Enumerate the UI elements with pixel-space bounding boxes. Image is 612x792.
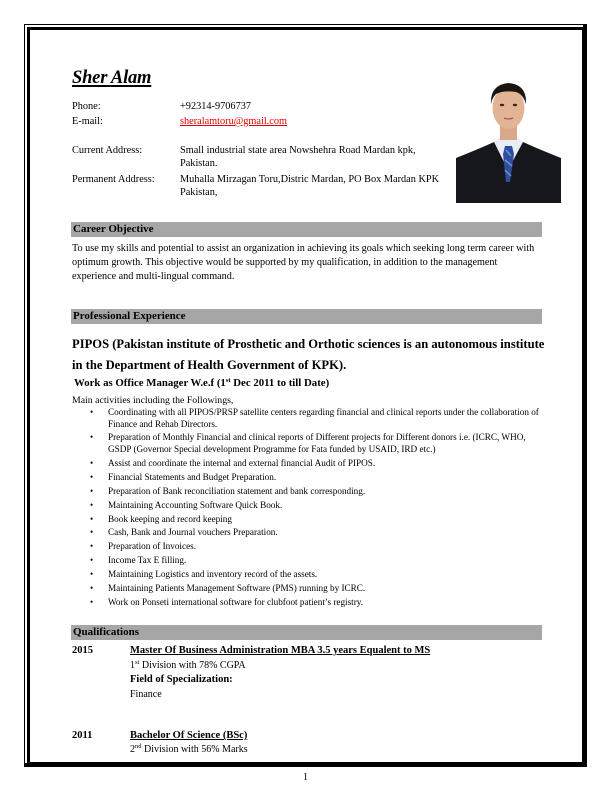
qualification-title: Master Of Business Administration MBA 3.5 years Equalent to MS — [130, 645, 431, 656]
permanent-address-value: Muhalla Mirzagan Toru,Distric Mardan, PO Box Mardan KPK Pakistan, — [180, 174, 440, 198]
list-item: • Maintaining Accounting Software Quick Book. — [72, 500, 542, 512]
list-item: • Work on Ponseti international software for clubfoot patient’s registry. — [72, 597, 542, 609]
list-item: • Preparation of Invoices. — [72, 541, 542, 553]
career-objective-heading: Career Objective — [71, 222, 542, 237]
qualification-year: 2011 — [72, 730, 93, 741]
qualification-division: 2nd Division with 56% Marks — [130, 743, 248, 755]
current-address-value: Small industrial state area Nowshehra Road Mardan kpk, Pakistan. — [180, 145, 416, 169]
activities-list — [72, 407, 542, 611]
email-link[interactable]: sheralamtoru@gmail.com — [180, 116, 287, 127]
professional-experience-heading: Professional Experience — [71, 309, 542, 324]
list-item: • Income Tax E filling. — [72, 555, 542, 567]
page-number: 1 — [303, 772, 308, 783]
organization-description: PIPOS (Pakistan institute of Prosthetic and Orthotic sciences is an autonomous institute in the Department of Health Government of KPK). — [72, 337, 545, 372]
email-label: E-mail: — [72, 116, 103, 127]
specialization-value: Finance — [130, 689, 162, 700]
list-item: • Cash, Bank and Journal vouchers Preparation. — [72, 527, 542, 539]
job-role: Work as Office Manager W.e.f (1st Dec 2011 to till Date) — [74, 377, 330, 389]
qualification-division: 1st Division with 78% CGPA — [130, 659, 246, 671]
list-item: • Financial Statements and Budget Preparation. — [72, 472, 542, 484]
current-address-label: Current Address: — [72, 145, 143, 156]
phone-label: Phone: — [72, 101, 101, 112]
list-item: • Coordinating with all PIPOS/PRSP satellite centers regarding financial and clinical reports under the collaboration of Finance and Rehab Directors. — [72, 407, 542, 430]
qualification-title: Bachelor Of Science (BSc) — [130, 730, 248, 741]
activities-intro: Main activities including the Followings, — [72, 395, 234, 406]
list-item: • Preparation of Monthly Financial and clinical reports of Different projects for Different donors i.e. (ICRC, WHO, GSDP (Governor Special development Programme for Fata funded by USAID, IRD etc.) — [72, 432, 542, 455]
specialization-label: Field of Specialization: — [130, 674, 233, 685]
list-item: • Maintaining Patients Management Software (PMS) running by ICRC. — [72, 583, 542, 595]
list-item: • Assist and coordinate the internal and external financial Audit of PIPOS. — [72, 458, 542, 470]
qualification-year: 2015 — [72, 645, 93, 656]
list-item: • Preparation of Bank reconciliation statement and bank corresponding. — [72, 486, 542, 498]
person-photo-icon — [456, 70, 561, 203]
list-item: • Book keeping and record keeping — [72, 514, 542, 526]
qualifications-heading: Qualifications — [71, 625, 542, 640]
permanent-address-label: Permanent Address: — [72, 174, 155, 185]
phone-value: +92314-9706737 — [180, 101, 252, 112]
career-objective-text: To use my skills and potential to assist an organization in achieving its goals which seeking long term career with optimum growth. This objective would be supported by my qualification, in addition to the management experience and multi-lingual command. — [72, 243, 535, 282]
list-item: • Maintaining Logistics and inventory record of the assets. — [72, 569, 542, 581]
profile-photo — [456, 70, 561, 203]
candidate-name: Sher Alam — [72, 68, 152, 88]
